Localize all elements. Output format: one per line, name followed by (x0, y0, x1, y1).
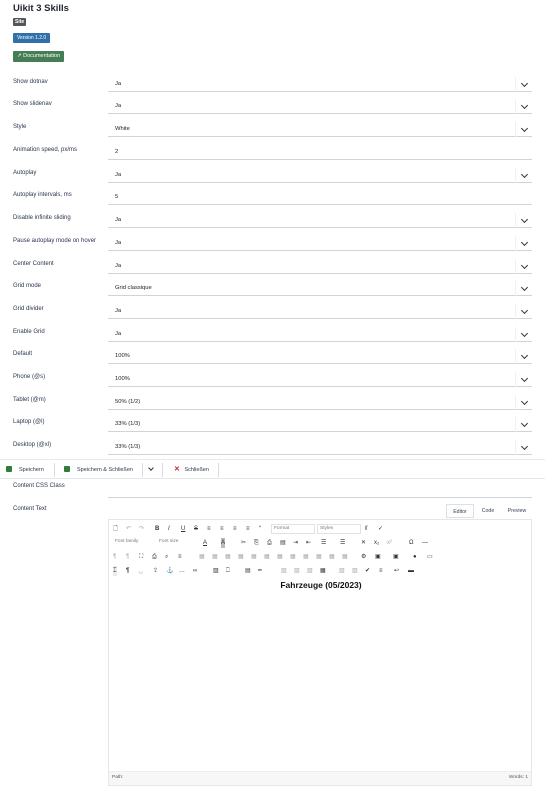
paint-format-icon[interactable]: ✓ (378, 526, 384, 532)
field-value: 33% (1/3) (115, 444, 141, 450)
save-toolbar (0, 459, 545, 479)
fullscreen-icon[interactable]: ⛶ (139, 554, 144, 560)
numbered-list-icon[interactable]: ☰ (340, 540, 346, 546)
settings-icon[interactable]: ⚙ (361, 554, 367, 560)
save-label: Speichern (19, 467, 44, 473)
chevron-down-icon (515, 122, 532, 137)
new-document-icon[interactable]: 🗋 (113, 526, 118, 532)
table-delete-icon[interactable]: ▦ (277, 554, 283, 560)
chevron-down-icon (515, 440, 532, 455)
select-field[interactable] (108, 259, 532, 274)
field-label: Grid mode (13, 283, 42, 289)
spellcheck-icon[interactable]: ✔ (365, 568, 371, 574)
select-field[interactable] (108, 122, 532, 137)
show-invisibles-icon[interactable]: ¶ (126, 568, 130, 574)
link-icon[interactable]: ∞ (193, 568, 198, 574)
save-icon (6, 466, 12, 472)
template-icon[interactable]: ● (413, 554, 417, 560)
close-icon: ✕ (174, 466, 180, 473)
image-icon[interactable]: ▣ (375, 554, 381, 560)
select-field[interactable] (108, 304, 532, 319)
save-close-label: Speichern & Schließen (77, 467, 133, 473)
site-badge: Site (15, 19, 25, 25)
rtl-icon[interactable]: ¶ (113, 554, 117, 560)
clear-formatting-icon[interactable]: I̸ (365, 526, 367, 532)
page-title: Uikit 3 Skills (13, 3, 69, 14)
field-label: Show dotnav (13, 79, 48, 85)
insert-pagebreak-icon[interactable]: ━ (258, 568, 262, 574)
tab-preview[interactable]: Preview (507, 508, 527, 514)
content-css-row (0, 483, 545, 506)
cell-align-left-icon[interactable]: ▧ (281, 568, 287, 574)
select-field[interactable] (108, 281, 532, 296)
select-field[interactable] (108, 349, 532, 364)
select-field[interactable] (108, 417, 532, 432)
field-label: Show slidenav (13, 101, 52, 107)
form-row (0, 281, 545, 304)
close-label: Schließen (184, 467, 209, 473)
insert-date-icon[interactable]: ↩ (394, 568, 400, 574)
content-css-input[interactable] (108, 497, 532, 498)
readmore-icon[interactable]: ▬ (408, 568, 414, 574)
select-field[interactable] (108, 372, 532, 387)
unlink-icon[interactable]: … (179, 568, 185, 574)
documentation-button[interactable] (13, 51, 64, 62)
chevron-down-icon (515, 395, 532, 410)
field-label: Phone (@s) (13, 374, 46, 380)
field-label: Style (13, 124, 27, 130)
chevron-down-icon (515, 281, 532, 296)
text-input[interactable] (108, 190, 532, 205)
word-count: Words: 1 (508, 775, 528, 780)
outdent-icon[interactable]: ⇤ (306, 540, 312, 546)
field-label: Animation speed, px/ms (13, 147, 78, 153)
field-value: 100% (115, 353, 130, 359)
blockquote-icon[interactable]: “ (259, 526, 261, 532)
field-value: Grid classique (115, 285, 152, 291)
field-label: Default (13, 351, 33, 357)
version-badge: Version 1.2.0 (13, 33, 50, 43)
special-char-icon[interactable]: Ω (409, 540, 414, 546)
select-field[interactable] (108, 327, 532, 342)
insert-file-icon[interactable]: ▤ (245, 568, 251, 574)
chevron-down-icon (515, 372, 532, 387)
chevron-down-icon (515, 213, 532, 228)
text-color-icon[interactable]: A (203, 540, 208, 546)
path-label: Path: (112, 775, 124, 780)
align-center-icon[interactable]: ≡ (220, 526, 224, 532)
table-delete-col-icon[interactable]: ▧ (339, 568, 345, 574)
font-size-select[interactable]: Font size (159, 539, 179, 544)
form-row (0, 236, 545, 259)
save-close-button[interactable] (64, 464, 133, 476)
align-dropdown-icon[interactable]: ≡ (178, 554, 182, 560)
form-row (0, 349, 545, 372)
table-col-before-icon[interactable]: ▦ (329, 554, 335, 560)
table-row-before-icon[interactable]: ▦ (303, 554, 309, 560)
print-icon[interactable]: ⎙ (152, 554, 157, 560)
chevron-down-icon (515, 417, 532, 432)
field-label: Autoplay intervals, ms (13, 192, 72, 198)
bullet-list-icon[interactable]: ☰ (321, 540, 327, 546)
external-link-icon: ↗ (17, 53, 22, 59)
content-text-label: Content Text (13, 506, 47, 512)
table-col-after-icon[interactable]: ▦ (342, 554, 348, 560)
indent-icon[interactable]: ⇥ (293, 540, 299, 546)
ltr-icon[interactable]: ¶ (126, 554, 130, 560)
field-value: 5 (115, 194, 119, 200)
field-label: Desktop (@xl) (13, 442, 52, 448)
insert-image-icon[interactable]: ▨ (213, 568, 219, 574)
superscript-icon[interactable]: x² (387, 540, 392, 546)
field-value: Ja (115, 81, 122, 87)
divider (54, 463, 55, 477)
chevron-down-icon (148, 465, 154, 471)
table-props-icon[interactable]: ▦ (290, 554, 296, 560)
save-icon (64, 466, 70, 472)
form-row (0, 395, 545, 418)
field-value: Ja (115, 240, 122, 246)
form-row (0, 77, 545, 100)
table-icon[interactable]: ▦ (320, 568, 326, 574)
upload-icon[interactable]: ⇪ (153, 568, 159, 574)
tab-editor[interactable]: Editor (446, 504, 474, 518)
editor-toolbar-row-1 (113, 524, 533, 534)
form-row (0, 304, 545, 327)
field-value: 2 (115, 149, 119, 155)
form-row (0, 190, 545, 213)
chevron-down-icon (515, 304, 532, 319)
rich-text-editor (108, 519, 532, 786)
undo-icon[interactable]: ↶ (126, 526, 132, 532)
field-label: Center Content (13, 261, 54, 267)
field-value: 33% (1/3) (115, 421, 141, 427)
editor-statusbar (109, 771, 531, 785)
field-label: Grid divider (13, 306, 44, 312)
field-value: 100% (115, 376, 130, 382)
save-button[interactable] (6, 464, 44, 476)
media-icon[interactable]: ▣ (393, 554, 399, 560)
visual-blocks-icon[interactable]: ⌶ (113, 568, 117, 574)
anchor-icon[interactable]: ⚓ (166, 568, 174, 574)
table-col-icon[interactable]: ▦ (212, 554, 218, 560)
field-label: Enable Grid (13, 329, 45, 335)
content-css-label: Content CSS Class (13, 483, 65, 489)
field-label: Pause autoplay mode on hover (13, 238, 97, 244)
select-field[interactable] (108, 168, 532, 183)
table-split-icon[interactable]: ▦ (251, 554, 257, 560)
field-label: Autoplay (13, 170, 37, 176)
select-field[interactable] (108, 236, 532, 251)
editor-toolbar-row-3 (113, 552, 533, 562)
cell-align-right-icon[interactable]: ▧ (307, 568, 313, 574)
italic-icon[interactable]: I (168, 526, 170, 532)
field-value: Ja (115, 217, 122, 223)
field-value: 50% (1/2) (115, 399, 141, 405)
format-select[interactable]: Format (271, 524, 315, 534)
font-family-select[interactable]: Font family (115, 539, 139, 544)
redo-icon[interactable]: ↷ (139, 526, 145, 532)
styles-select[interactable]: Styles (317, 524, 361, 534)
field-value: Ja (115, 103, 122, 109)
field-label: Tablet (@m) (13, 397, 46, 403)
horizontal-rule-icon[interactable]: — (422, 540, 428, 546)
align-left-icon[interactable]: ≡ (207, 526, 211, 532)
form-row (0, 327, 545, 350)
emoticon-icon[interactable]: ▭ (427, 554, 433, 560)
select-field[interactable] (108, 440, 532, 455)
editor-toolbar-row-2 (113, 538, 533, 548)
nonbreaking-icon[interactable]: ␣ (139, 568, 143, 574)
chevron-down-icon (515, 327, 532, 342)
insert-embed-icon[interactable]: ⎕ (226, 568, 230, 574)
editor-content-heading[interactable]: Fahrzeuge (05/2023) (280, 580, 362, 590)
paste-text-icon[interactable]: ▤ (280, 540, 286, 546)
table-merge-icon[interactable]: ▦ (238, 554, 244, 560)
field-label: Laptop (@l) (13, 419, 45, 425)
paste-icon[interactable]: ⎙ (267, 540, 272, 546)
form-row (0, 213, 545, 236)
chevron-down-icon (515, 236, 532, 251)
select-field[interactable] (108, 213, 532, 228)
field-label: Disable infinite sliding (13, 215, 71, 221)
chevron-down-icon (515, 168, 532, 183)
align-justify-icon[interactable]: ≡ (246, 526, 250, 532)
tab-code[interactable]: Code (481, 508, 495, 514)
code-sample-icon[interactable]: ≡ (379, 568, 383, 574)
table-row-icon[interactable]: ▦ (199, 554, 205, 560)
form-row (0, 417, 545, 440)
form-row (0, 372, 545, 395)
save-dropdown-toggle[interactable] (146, 464, 158, 476)
field-value: Ja (115, 308, 122, 314)
align-right-icon[interactable]: ≡ (233, 526, 237, 532)
select-field[interactable] (108, 395, 532, 410)
divider (142, 463, 143, 477)
subscript-icon[interactable]: x₂ (374, 540, 380, 546)
form-row (0, 99, 545, 122)
close-button[interactable] (174, 464, 209, 476)
remove-format-icon[interactable]: ✕ (361, 540, 367, 546)
cut-icon[interactable]: ✂ (241, 540, 247, 546)
cell-align-center-icon[interactable]: ▧ (294, 568, 300, 574)
divider (218, 463, 219, 477)
chevron-down-icon (515, 349, 532, 364)
table-insert-icon[interactable]: ▦ (264, 554, 270, 560)
field-value: Ja (115, 263, 122, 269)
underline-icon[interactable]: U (181, 526, 186, 532)
form-row (0, 259, 545, 282)
form-row (0, 145, 545, 168)
field-value: White (115, 126, 130, 132)
form-row (0, 122, 545, 145)
bold-icon[interactable]: B (155, 526, 160, 532)
strikethrough-icon[interactable]: S (194, 526, 199, 532)
documentation-label: Documentation (23, 53, 61, 59)
divider (162, 463, 163, 477)
table-delete-row-icon[interactable]: ▧ (352, 568, 358, 574)
chevron-down-icon (515, 77, 532, 92)
text-input[interactable] (108, 145, 532, 160)
form-row (0, 168, 545, 191)
table-cell-icon[interactable]: ▦ (225, 554, 231, 560)
chevron-down-icon (515, 259, 532, 274)
editor-toolbar-row-4 (113, 566, 533, 576)
copy-icon[interactable]: ⎘ (254, 540, 259, 546)
chevron-down-icon (515, 99, 532, 114)
select-field[interactable] (108, 77, 532, 92)
select-field[interactable] (108, 99, 532, 114)
field-value: Ja (115, 172, 122, 178)
field-value: Ja (115, 331, 122, 337)
table-row-after-icon[interactable]: ▦ (316, 554, 322, 560)
search-icon[interactable]: ⌕ (165, 554, 169, 560)
background-color-icon[interactable]: A (221, 540, 226, 546)
